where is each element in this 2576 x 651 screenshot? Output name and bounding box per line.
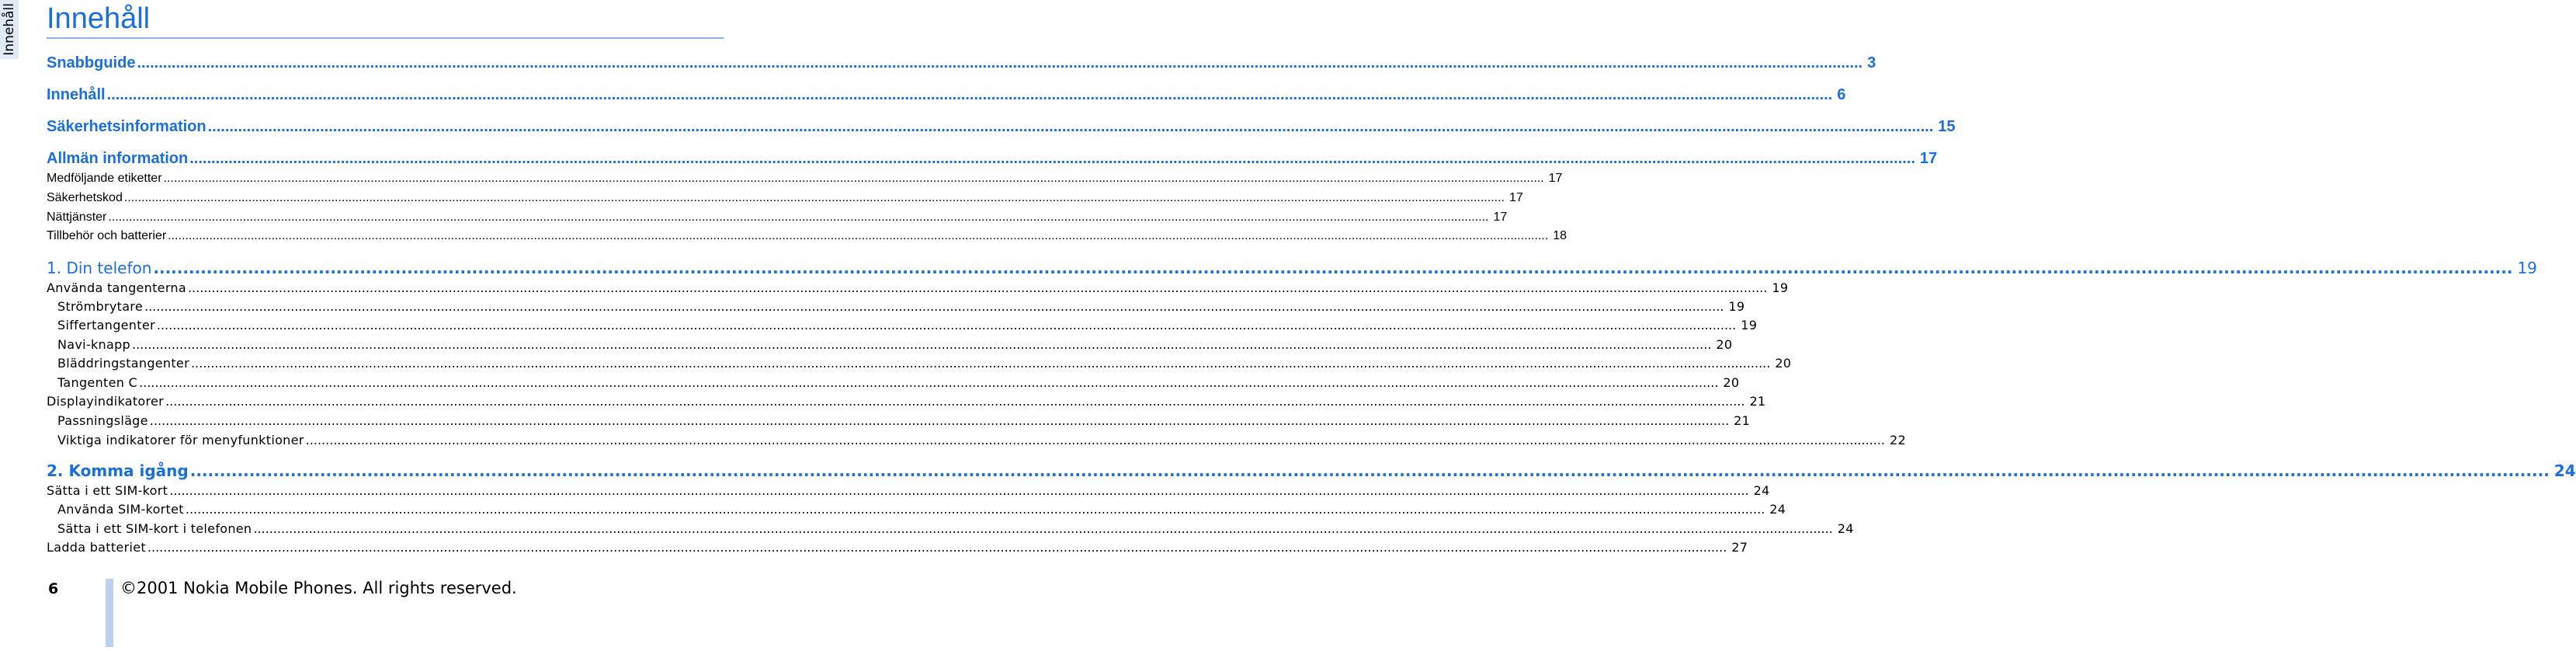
toc-entry[interactable]	[47, 521, 1854, 536]
toc-entry-page: 17	[1493, 211, 1508, 224]
toc-entry-label: Sätta i ett SIM-kort	[47, 483, 168, 498]
toc-entry[interactable]	[47, 483, 1770, 498]
toc-entry-page: 3	[1867, 54, 1876, 71]
toc-dot-leader: ................................................................................................................................................................................................................................................................................................................................................................................................................	[139, 375, 1719, 390]
toc-entry[interactable]	[47, 394, 1766, 409]
toc-dot-leader: ................................................................................................................................................................................................................................................................................................................................................................................................................	[253, 521, 1833, 536]
toc-entry[interactable]	[47, 172, 1563, 186]
toc-entry[interactable]	[47, 413, 1751, 428]
toc-dot-leader: ................................................................................................................................................................................................................................................................................................................................................................................................................	[131, 337, 1712, 352]
toc-entry-label: Använda tangenterna	[47, 280, 186, 295]
toc-entry[interactable]	[47, 461, 2576, 480]
toc-entry-label: Navi-knapp	[57, 337, 130, 352]
toc-entry-label: Innehåll	[47, 86, 106, 103]
toc-entry-page: 24	[1769, 502, 1786, 517]
toc-dot-leader: ................................................................................................................................................................................................................................................................................................................................................................................................................	[147, 540, 1727, 555]
toc-entry-label: Använda SIM-kortet	[57, 502, 184, 517]
toc-dot-leader: ................................................................................................................................................................................................................................................................................................................................................................................................................	[153, 259, 2513, 277]
toc-entry-page: 17	[1919, 150, 1938, 167]
toc-entry-label: Allmän information	[47, 150, 189, 167]
toc-dot-leader: ................................................................................................................................................................................................................................................................................................................................................................................................................	[137, 54, 1863, 71]
toc-entry-page: 18	[1553, 229, 1567, 242]
toc-dot-leader: ................................................................................................................................................................................................................................................................................................................................................................................................................	[169, 483, 1749, 498]
toc-entry-label: Viktiga indikatorer för menyfunktioner	[57, 433, 304, 447]
toc-dot-leader: ................................................................................................................................................................................................................................................................................................................................................................................................................	[165, 394, 1745, 409]
toc-entry-page: 20	[1775, 356, 1792, 371]
toc-entry[interactable]	[47, 150, 1938, 168]
toc-dot-leader: ................................................................................................................................................................................................................................................................................................................................................................................................................	[106, 86, 1833, 103]
toc-dot-leader: ................................................................................................................................................................................................................................................................................................................................................................................................................	[189, 461, 2550, 480]
toc-entry[interactable]	[47, 433, 1906, 447]
toc-entry-page: 20	[1716, 337, 1733, 352]
toc-dot-leader: ................................................................................................................................................................................................................................................................................................................................................................................................................	[207, 118, 1934, 135]
footer-copyright: ©2001 Nokia Mobile Phones. All rights reserved.	[120, 579, 517, 597]
toc-entry-label: 1. Din telefon	[47, 259, 152, 277]
toc-dot-leader: ................................................................................................................................................................................................................................................................................................................................................................................................................	[123, 191, 1505, 204]
toc-entry-page: 24	[2553, 461, 2576, 480]
toc-dot-leader: ................................................................................................................................................................................................................................................................................................................................................................................................................	[185, 502, 1765, 517]
toc-entry-label: Tillbehör och batterier	[47, 229, 167, 242]
toc-entry[interactable]	[47, 229, 1567, 243]
toc-dot-leader: ................................................................................................................................................................................................................................................................................................................................................................................................................	[189, 150, 1915, 167]
toc-dot-leader: ................................................................................................................................................................................................................................................................................................................................................................................................................	[168, 229, 1549, 242]
toc-dot-leader: ................................................................................................................................................................................................................................................................................................................................................................................................................	[305, 433, 1885, 447]
toc-entry-page: 24	[1753, 483, 1770, 498]
toc-entry[interactable]	[47, 540, 1748, 555]
toc-entry-page: 21	[1734, 413, 1751, 428]
toc-entry-page: 17	[1548, 172, 1563, 185]
toc-entry-page: 19	[2517, 259, 2537, 277]
title-divider	[47, 37, 724, 39]
toc-entry[interactable]	[47, 337, 1733, 352]
toc-entry-page: 22	[1890, 433, 1906, 447]
toc-entry-page: 20	[1723, 375, 1740, 390]
page-title: Innehåll	[47, 2, 151, 35]
side-tab-label: Innehåll	[2, 3, 17, 56]
toc-entry[interactable]	[47, 356, 1792, 371]
toc-dot-leader: ................................................................................................................................................................................................................................................................................................................................................................................................................	[144, 299, 1724, 314]
toc-entry-page: 24	[1837, 521, 1854, 536]
toc-entry-page: 6	[1837, 86, 1846, 103]
toc-entry-label: Säkerhetskod	[47, 191, 123, 204]
toc-dot-leader: ................................................................................................................................................................................................................................................................................................................................................................................................................	[108, 211, 1489, 224]
toc-entry[interactable]	[47, 86, 1846, 104]
toc-entry-page: 27	[1731, 540, 1748, 555]
toc-entry-page: 21	[1749, 394, 1766, 409]
toc-dot-leader: ................................................................................................................................................................................................................................................................................................................................................................................................................	[149, 413, 1730, 428]
toc-entry[interactable]	[47, 280, 1789, 295]
toc-entry-page: 17	[1508, 191, 1523, 204]
toc-entry-label: Sätta i ett SIM-kort i telefonen	[57, 521, 252, 536]
toc-entry-label: Tangenten C	[57, 375, 138, 390]
toc-entry[interactable]	[47, 191, 1523, 205]
toc-entry-page: 19	[1772, 280, 1789, 295]
toc-entry[interactable]	[47, 54, 1876, 72]
toc-entry-label: 2. Komma igång	[47, 461, 189, 480]
toc-dot-leader: ................................................................................................................................................................................................................................................................................................................................................................................................................	[163, 172, 1544, 185]
toc-entry-label: Passningsläge	[57, 413, 148, 428]
toc-entry-page: 15	[1938, 118, 1956, 135]
footer-accent-bar	[106, 579, 113, 647]
toc-entry-label: Ladda batteriet	[47, 540, 146, 555]
toc-entry[interactable]	[47, 299, 1745, 314]
toc-entry[interactable]	[47, 259, 2537, 277]
toc-entry[interactable]	[47, 318, 1758, 332]
toc-dot-leader: ................................................................................................................................................................................................................................................................................................................................................................................................................	[190, 356, 1771, 371]
footer-page-number: 6	[48, 580, 59, 597]
toc-entry-page: 19	[1741, 318, 1758, 332]
toc-entry-label: Medföljande etiketter	[47, 172, 162, 185]
toc-entry[interactable]	[47, 375, 1740, 390]
toc-entry-label: Bläddringstangenter	[57, 356, 189, 371]
side-tab	[0, 0, 19, 59]
toc-entry-label: Säkerhetsinformation	[47, 118, 207, 135]
toc-entry-label: Nättjänster	[47, 211, 107, 224]
toc-dot-leader: ................................................................................................................................................................................................................................................................................................................................................................................................................	[156, 318, 1737, 332]
toc-entry[interactable]	[47, 211, 1508, 225]
toc-entry-label: Siffertangenter	[57, 318, 155, 332]
toc-entry-label: Displayindikatorer	[47, 394, 165, 409]
toc-entry[interactable]	[47, 118, 1956, 136]
toc-entry-label: Snabbguide	[47, 54, 136, 71]
toc-entry[interactable]	[47, 502, 1786, 517]
toc-entry-page: 19	[1728, 299, 1745, 314]
toc-entry-label: Strömbrytare	[57, 299, 143, 314]
toc-dot-leader: ................................................................................................................................................................................................................................................................................................................................................................................................................	[187, 280, 1768, 295]
